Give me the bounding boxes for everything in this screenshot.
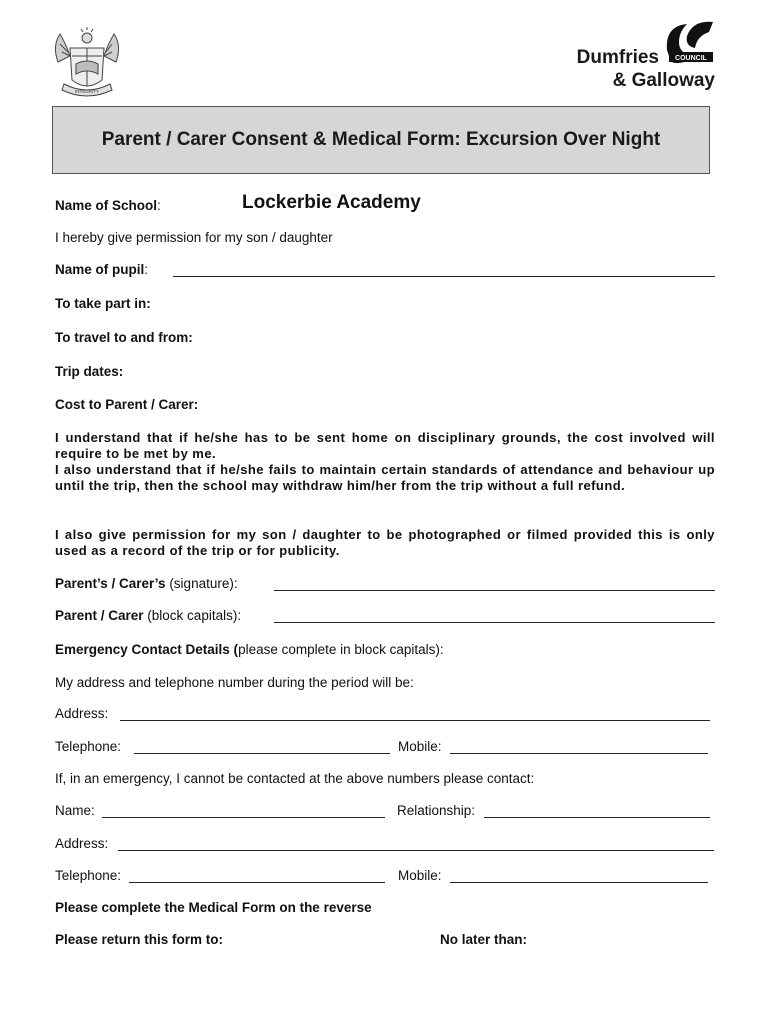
crest-motto: INTEGRITY bbox=[74, 89, 100, 94]
trip-dates-label: Trip dates: bbox=[55, 364, 124, 379]
council-name-line1: Dumfries bbox=[576, 47, 659, 68]
council-logo bbox=[560, 18, 720, 92]
school-name-value: Lockerbie Academy bbox=[242, 192, 421, 213]
relationship-label: Relationship: bbox=[397, 803, 476, 818]
council-badge-text: COUNCIL bbox=[675, 55, 707, 62]
block-capitals-label: Parent / Carer (block capitals): bbox=[55, 608, 242, 623]
contact-name-label: Name: bbox=[55, 803, 95, 818]
council-name-line2: & Galloway bbox=[612, 70, 715, 91]
address-field[interactable] bbox=[120, 720, 710, 721]
return-to-label: Please return this form to: bbox=[55, 932, 224, 947]
council-emblem-icon bbox=[663, 20, 717, 68]
contact-address-field[interactable] bbox=[118, 850, 714, 851]
cost-label: Cost to Parent / Carer: bbox=[55, 397, 199, 412]
contact-mobile-field[interactable] bbox=[450, 882, 708, 883]
pupil-name-label: Name of pupil: bbox=[55, 262, 149, 277]
form-title-box bbox=[52, 106, 710, 174]
contact-address-label: Address: bbox=[55, 836, 109, 851]
mobile-field[interactable] bbox=[450, 753, 708, 754]
attendance-statement: I also understand that if he/she fails to maintain certain standards of attendance and behaviour up until the trip, then the school may withdraw him/her from the trip without a full refund. bbox=[55, 462, 715, 493]
school-crest-logo bbox=[50, 26, 124, 104]
travel-label: To travel to and from: bbox=[55, 330, 193, 345]
deadline-label: No later than: bbox=[440, 932, 528, 947]
telephone-label: Telephone: bbox=[55, 739, 122, 754]
medical-form-note: Please complete the Medical Form on the reverse bbox=[55, 900, 372, 915]
form-title: Parent / Carer Consent & Medical Form: Excursion Over Night bbox=[101, 129, 661, 150]
telephone-field[interactable] bbox=[134, 753, 390, 754]
contact-telephone-label: Telephone: bbox=[55, 868, 122, 883]
block-capitals-field[interactable] bbox=[274, 622, 715, 623]
permission-intro: I hereby give permission for my son / daughter bbox=[55, 230, 333, 245]
relationship-field[interactable] bbox=[484, 817, 710, 818]
school-label: Name of School: bbox=[55, 198, 161, 213]
signature-label: Parent’s / Carer’s (signature): bbox=[55, 576, 238, 591]
alt-contact-intro: If, in an emergency, I cannot be contacted at the above numbers please contact: bbox=[55, 771, 535, 786]
contact-telephone-field[interactable] bbox=[129, 882, 385, 883]
photo-permission-statement: I also give permission for my son / daughter to be photographed or filmed provided this is only used as a record of the trip or for publicity. bbox=[55, 527, 715, 558]
take-part-label: To take part in: bbox=[55, 296, 151, 311]
contact-mobile-label: Mobile: bbox=[398, 868, 442, 883]
contact-name-field[interactable] bbox=[102, 817, 385, 818]
address-label: Address: bbox=[55, 706, 109, 721]
pupil-name-field[interactable] bbox=[173, 276, 715, 277]
disciplinary-statement: I understand that if he/she has to be sent home on disciplinary grounds, the cost involved will require to be met by me. bbox=[55, 430, 715, 461]
address-intro: My address and telephone number during the period will be: bbox=[55, 675, 414, 690]
mobile-label: Mobile: bbox=[398, 739, 442, 754]
emergency-contact-heading: Emergency Contact Details (please complete in block capitals): bbox=[55, 642, 444, 657]
signature-field[interactable] bbox=[274, 590, 715, 591]
